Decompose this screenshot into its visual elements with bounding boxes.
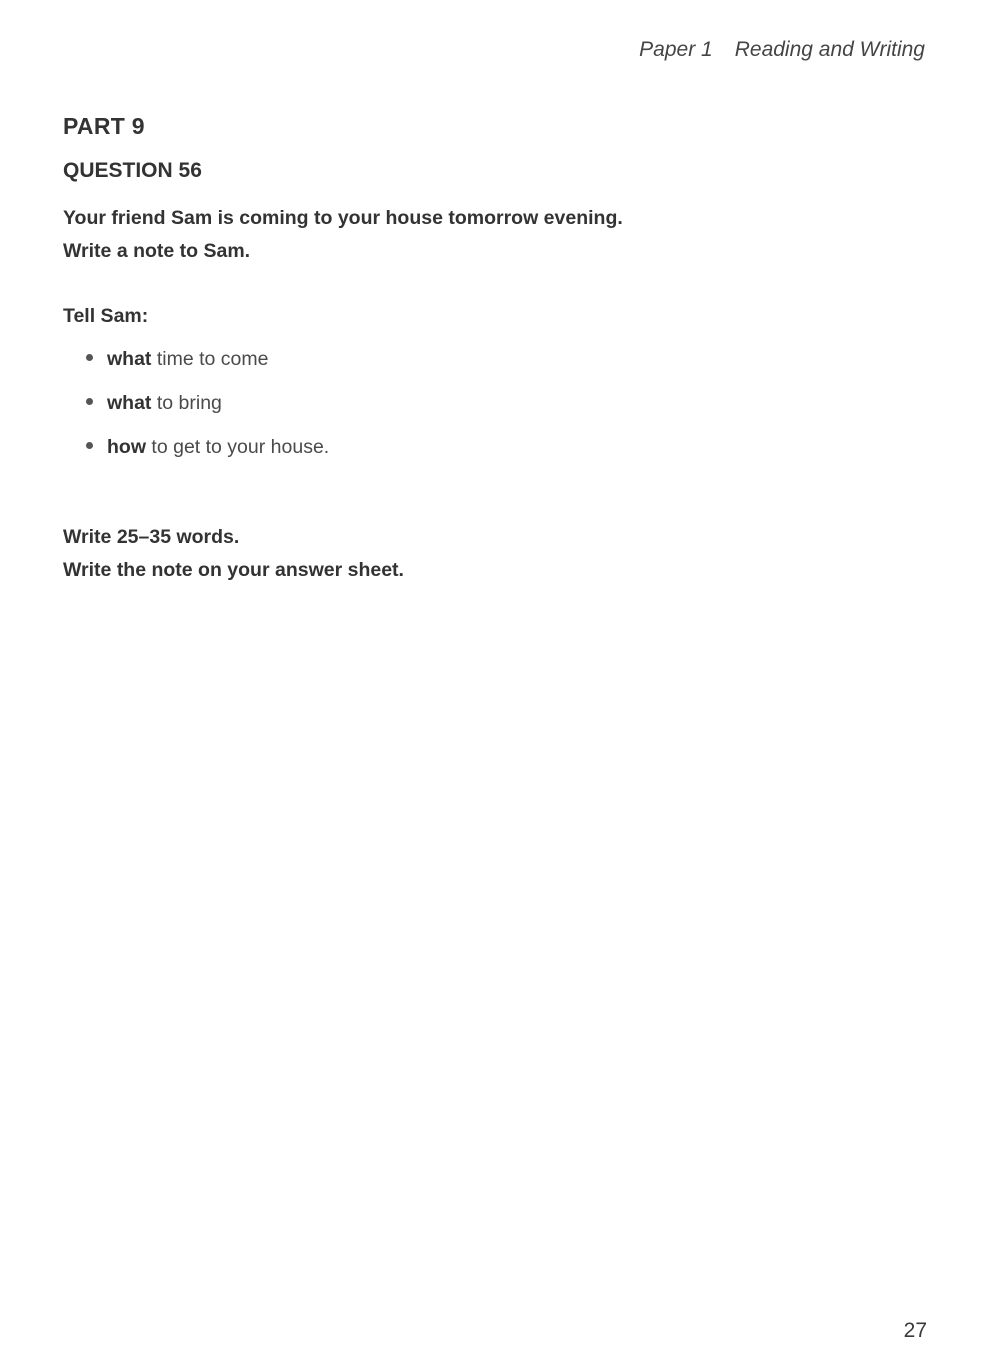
bullet-dot-icon: [86, 398, 93, 405]
intro-line-2: Write a note to Sam.: [63, 240, 251, 262]
bullet-keyword: how: [107, 436, 146, 458]
bullet-keyword: what: [107, 392, 152, 414]
bullet-item: [86, 392, 222, 415]
paper-label: Paper 1: [639, 38, 713, 61]
bullet-text: time to come: [151, 348, 269, 370]
bullet-text: to get to your house.: [146, 436, 330, 458]
bullet-dot-icon: [86, 442, 93, 449]
bullet-dot-icon: [86, 354, 93, 361]
section-label: Reading and Writing: [734, 38, 925, 61]
bullet-keyword: what: [107, 348, 152, 370]
instruction-line-2: Write the note on your answer sheet.: [63, 559, 404, 581]
question-title: QUESTION 56: [63, 159, 202, 182]
bullet-text: to bring: [151, 392, 222, 414]
part-title: PART 9: [63, 113, 145, 139]
page-header: [639, 38, 925, 62]
instruction-line-1: Write 25–35 words.: [63, 526, 240, 548]
bullet-item: [86, 348, 268, 371]
intro-line-1: Your friend Sam is coming to your house tomorrow evening.: [63, 207, 623, 229]
page-number: 27: [903, 1319, 927, 1342]
bullet-item: [86, 436, 329, 459]
tell-label: Tell Sam:: [63, 305, 149, 327]
